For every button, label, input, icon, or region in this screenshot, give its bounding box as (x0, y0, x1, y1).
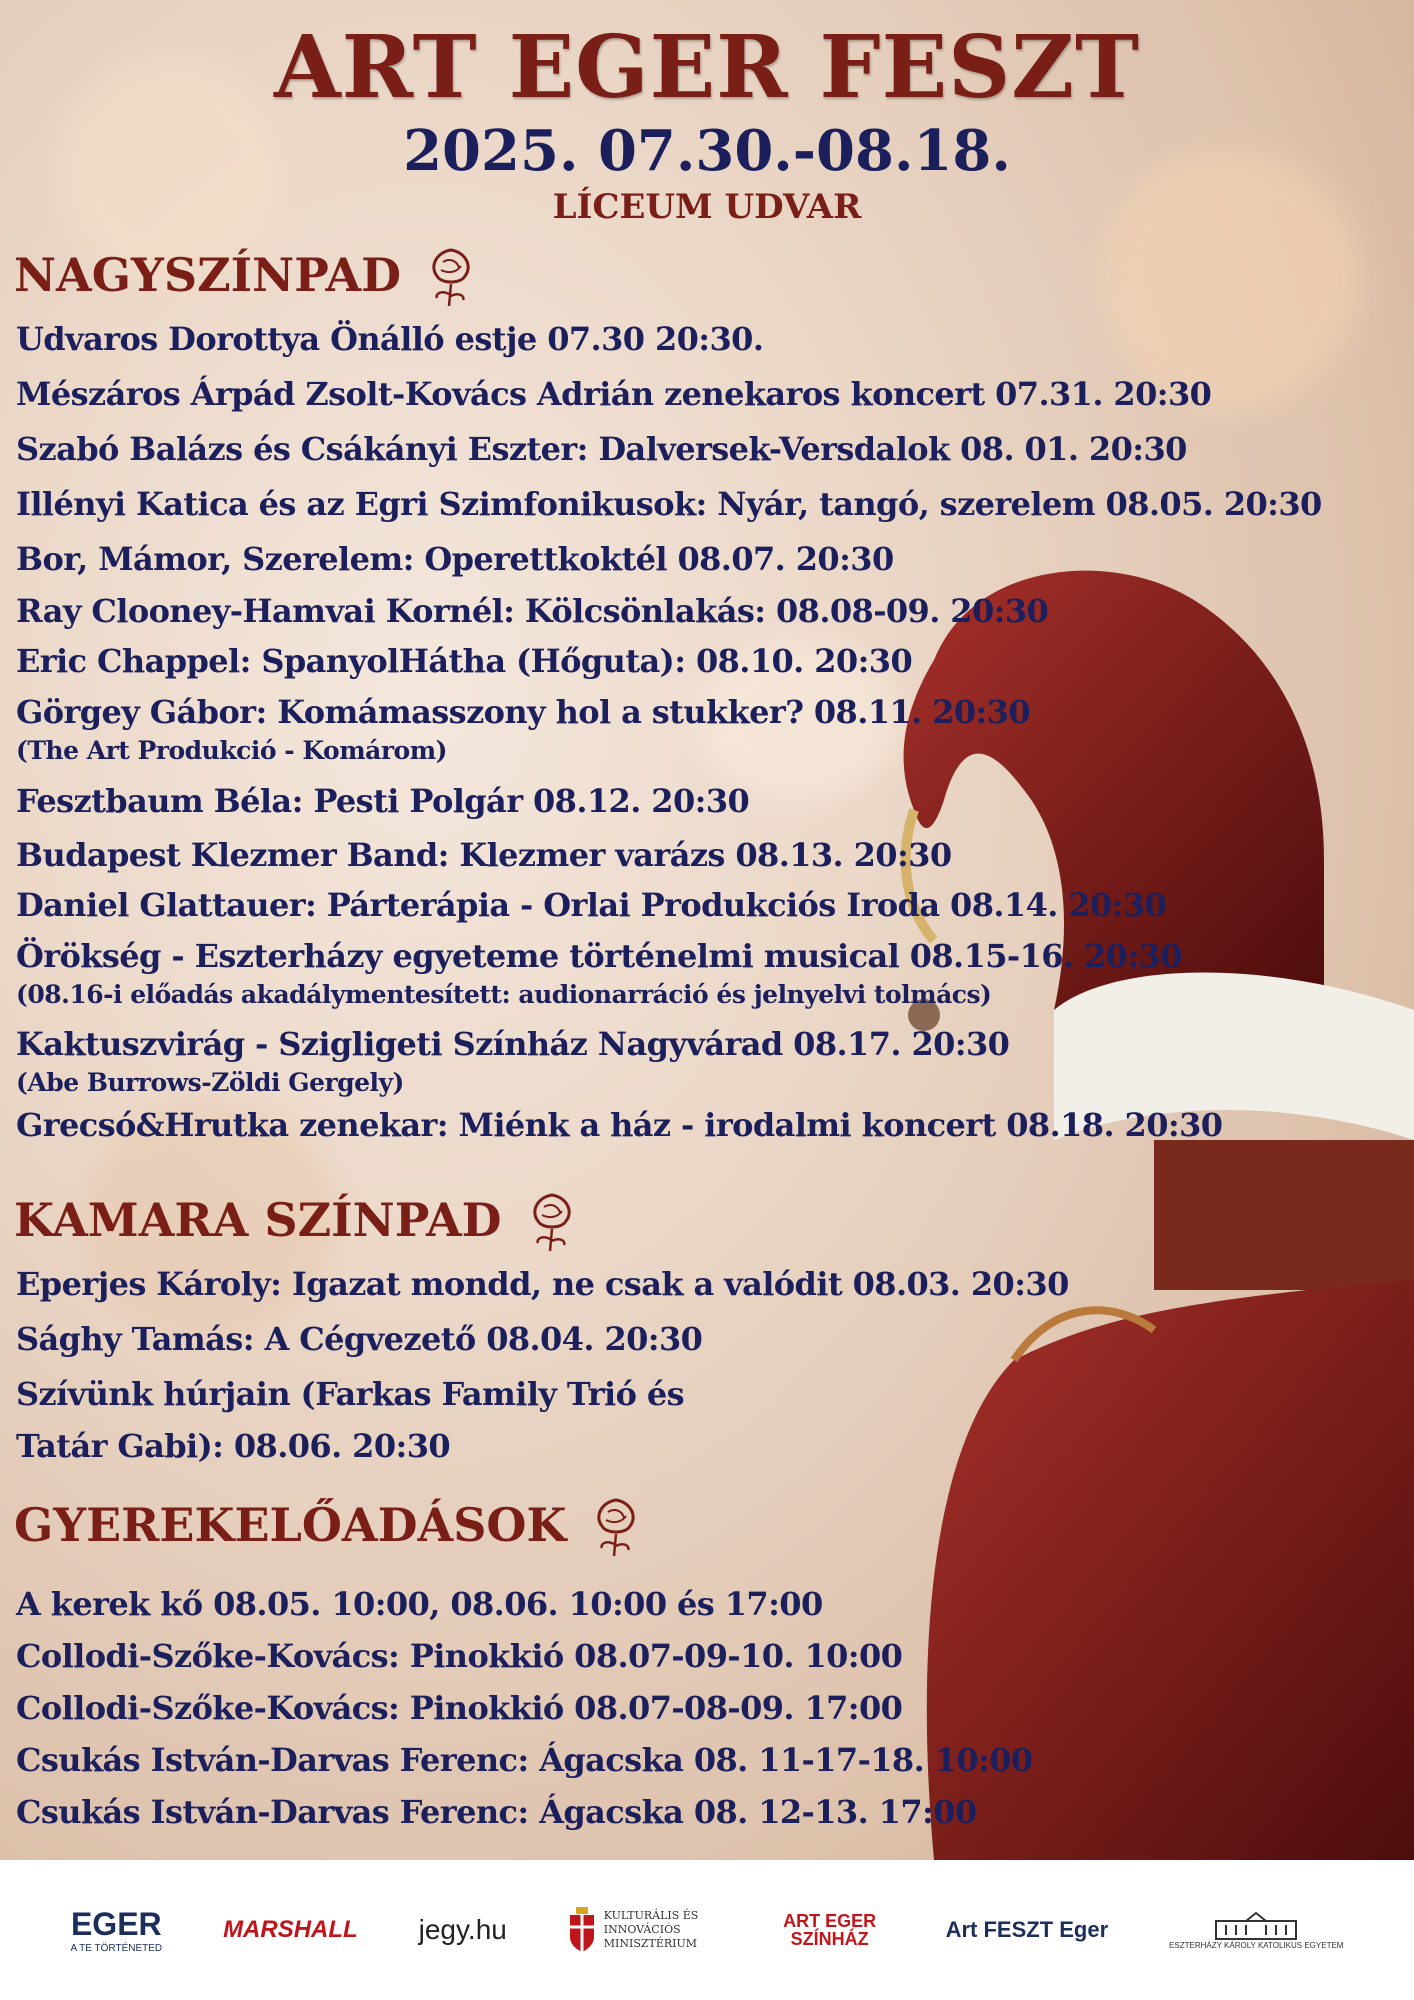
program-item: Ray Clooney-Hamvai Kornél: Kölcsönlakás: 08.08-09. 20:30 (16, 592, 1049, 630)
program-note: (The Art Produkció - Komárom) (16, 736, 447, 765)
program-item: Örökség - Eszterházy egyeteme történelmi musical 08.15-16. 20:30 (16, 937, 1182, 975)
university-building-icon (1211, 1911, 1301, 1941)
program-item: Csukás István-Darvas Ferenc: Ágacska 08. 11-17-18. 10:00 (16, 1741, 1033, 1779)
logo-art-feszt-eger: Art FESZT Eger (945, 1917, 1109, 1942)
program-item: Daniel Glattauer: Párterápia - Orlai Produkciós Iroda 08.14. 20:30 (16, 886, 1167, 924)
section-title-kamara (14, 1185, 584, 1255)
program-note: (Abe Burrows-Zöldi Gergely) (16, 1068, 404, 1097)
rose-icon (419, 240, 483, 310)
logo-eger: EGER A TE TÖRTÉNETED (70, 1906, 163, 1954)
festival-dates: 2025. 07.30.-08.18. (403, 118, 1011, 184)
program-note: (08.16-i előadás akadálymentesített: audionarráció és jelnyelvi tolmács) (16, 980, 992, 1009)
program-item: Bor, Mámor, Szerelem: Operettkoktél 08.07. 20:30 (16, 540, 894, 578)
program-item: Grecsó&Hrutka zenekar: Miénk a ház - irodalmi koncert 08.18. 20:30 (16, 1106, 1223, 1144)
rose-icon (520, 1185, 584, 1255)
section-title-label: KAMARA SZÍNPAD (14, 1193, 502, 1247)
jester-illustration (854, 540, 1414, 1860)
program-item: Mészáros Árpád Zsolt-Kovács Adrián zenekaros koncert 07.31. 20:30 (16, 375, 1212, 413)
festival-title: ART EGER FESZT (273, 17, 1141, 118)
section-title-label: GYEREKELŐADÁSOK (14, 1498, 567, 1552)
program-item: Csukás István-Darvas Ferenc: Ágacska 08. 12-13. 17:00 (16, 1793, 977, 1831)
program-item: Tatár Gabi): 08.06. 20:30 (16, 1427, 451, 1465)
program-item: Kaktuszvirág - Szigligeti Színház Nagyvárad 08.17. 20:30 (16, 1025, 1010, 1063)
logo-ministry: KULTURÁLIS ÉS INNOVÁCIÓS MINISZTÉRIUM (568, 1907, 714, 1953)
coat-of-arms-icon (568, 1907, 596, 1953)
program-item: Collodi-Szőke-Kovács: Pinokkió 08.07-08-09. 17:00 (16, 1689, 903, 1727)
program-item: Fesztbaum Béla: Pesti Polgár 08.12. 20:30 (16, 782, 750, 820)
program-item: Sághy Tamás: A Cégvezető 08.04. 20:30 (16, 1320, 703, 1358)
program-item: A kerek kő 08.05. 10:00, 08.06. 10:00 és 17:00 (16, 1585, 823, 1623)
program-item: Eperjes Károly: Igazat mondd, ne csak a valódit 08.03. 20:30 (16, 1265, 1069, 1303)
program-item: Budapest Klezmer Band: Klezmer varázs 08.13. 20:30 (16, 836, 952, 874)
sponsor-footer (0, 1860, 1414, 2000)
logo-jegy-hu: jegy.hu (418, 1914, 507, 1945)
logo-eszterhazy-university: ESZTERHÁZY KÁROLY KATOLIKUS EGYETEM (1169, 1911, 1343, 1950)
logo-art-eger-szinhaz: ART EGER SZÍNHÁZ (783, 1911, 877, 1949)
festival-venue: LÍCEUM UDVAR (552, 187, 862, 227)
program-item: Udvaros Dorottya Önálló estje 07.30 20:30. (16, 320, 764, 358)
section-title-gyerek (14, 1490, 648, 1560)
program-item: Szívünk húrjain (Farkas Family Trió és (16, 1375, 685, 1413)
logo-marshall: MARSHALL (223, 1916, 358, 1943)
section-title-nagyszinpad (14, 240, 483, 310)
program-item: Szabó Balázs és Csákányi Eszter: Dalversek-Versdalok 08. 01. 20:30 (16, 430, 1187, 468)
program-item: Eric Chappel: SpanyolHátha (Hőguta): 08.10. 20:30 (16, 642, 913, 680)
section-title-label: NAGYSZÍNPAD (14, 248, 402, 302)
program-item: Collodi-Szőke-Kovács: Pinokkió 08.07-09-10. 10:00 (16, 1637, 903, 1675)
program-item: Illényi Katica és az Egri Szimfonikusok: Nyár, tangó, szerelem 08.05. 20:30 (16, 485, 1322, 523)
header (0, 17, 1414, 228)
rose-icon (584, 1490, 648, 1560)
program-item: Görgey Gábor: Komámasszony hol a stukker? 08.11. 20:30 (16, 693, 1031, 731)
